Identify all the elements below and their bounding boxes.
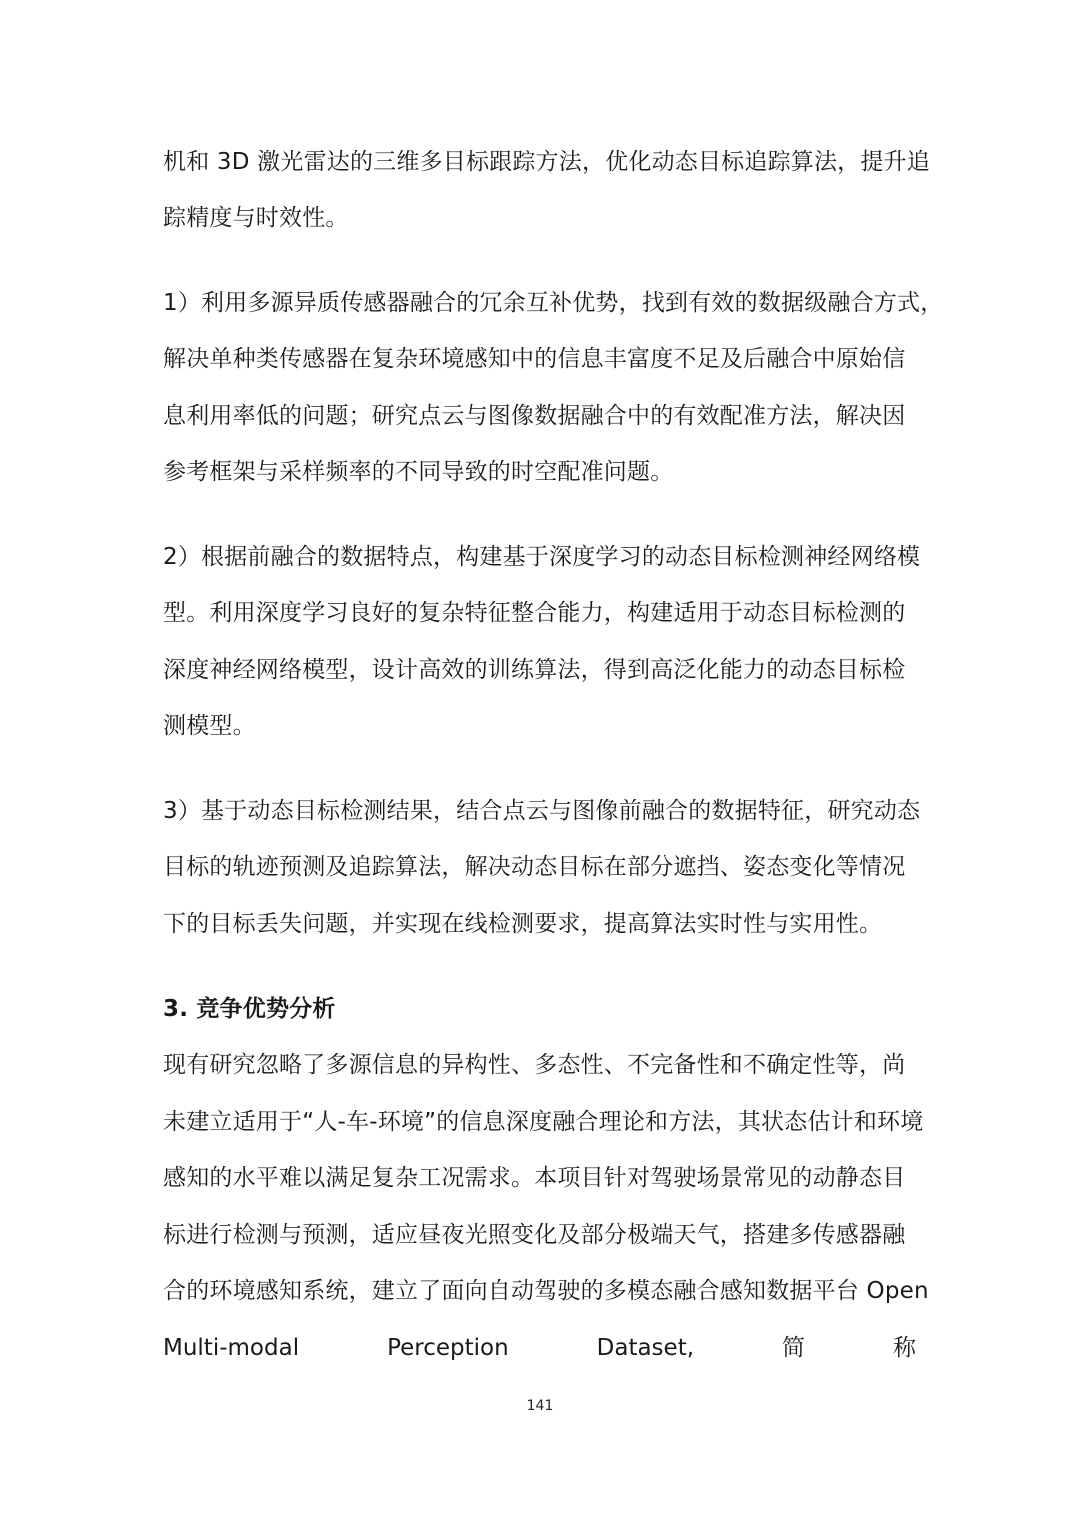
- text-line: 标进行检测与预测，适应昼夜光照变化及部分极端天气，搭建多传感器融: [163, 1222, 906, 1248]
- text-line: 息利用率低的问题；研究点云与图像数据融合中的有效配准方法，解决因: [163, 403, 906, 429]
- text-line: 3）基于动态目标检测结果，结合点云与图像前融合的数据特征，研究动态: [163, 798, 921, 824]
- word: 称: [892, 1335, 916, 1361]
- text-line: 合的环境感知系统，建立了面向自动驾驶的多模态融合感知数据平台 Open: [163, 1278, 929, 1304]
- word: 简: [782, 1335, 805, 1361]
- text-line: 未建立适用于“人-车-环境”的信息深度融合理论和方法，其状态估计和环境: [163, 1109, 924, 1135]
- text-line: 型。利用深度学习良好的复杂特征整合能力，构建适用于动态目标检测的: [163, 600, 906, 626]
- word: Multi-modal: [163, 1335, 300, 1361]
- section-heading: 3. 竞争优势分析: [163, 996, 336, 1022]
- text-line: 2）根据前融合的数据特点，构建基于深度学习的动态目标检测神经网络模: [163, 544, 921, 570]
- word: Perception: [387, 1335, 509, 1361]
- word: Dataset,: [596, 1335, 695, 1361]
- text-line: 机和 3D 激光雷达的三维多目标跟踪方法，优化动态目标追踪算法，提升追: [163, 149, 930, 175]
- page-number: 141: [526, 1398, 554, 1414]
- text-line: 解决单种类传感器在复杂环境感知中的信息丰富度不足及后融合中原始信: [163, 346, 906, 372]
- text-line: 下的目标丢失问题，并实现在线检测要求，提高算法实时性与实用性。: [163, 911, 883, 937]
- text-line: 目标的轨迹预测及追踪算法，解决动态目标在部分遮挡、姿态变化等情况: [163, 854, 906, 880]
- text-line: 1）利用多源异质传感器融合的冗余互补优势，找到有效的数据级融合方式，: [163, 290, 944, 316]
- text-line: 踪精度与时效性。: [163, 205, 349, 231]
- text-line: 感知的水平难以满足复杂工况需求。本项目针对驾驶场景常见的动静态目: [163, 1165, 906, 1191]
- justified-text-line: [163, 1328, 916, 1368]
- text-line: 测模型。: [163, 713, 256, 739]
- text-line: 现有研究忽略了多源信息的异构性、多态性、不完备性和不确定性等，尚: [163, 1052, 906, 1078]
- text-line: 深度神经网络模型，设计高效的训练算法，得到高泛化能力的动态目标检: [163, 657, 906, 683]
- text-line: 参考框架与采样频率的不同导致的时空配准问题。: [163, 459, 674, 485]
